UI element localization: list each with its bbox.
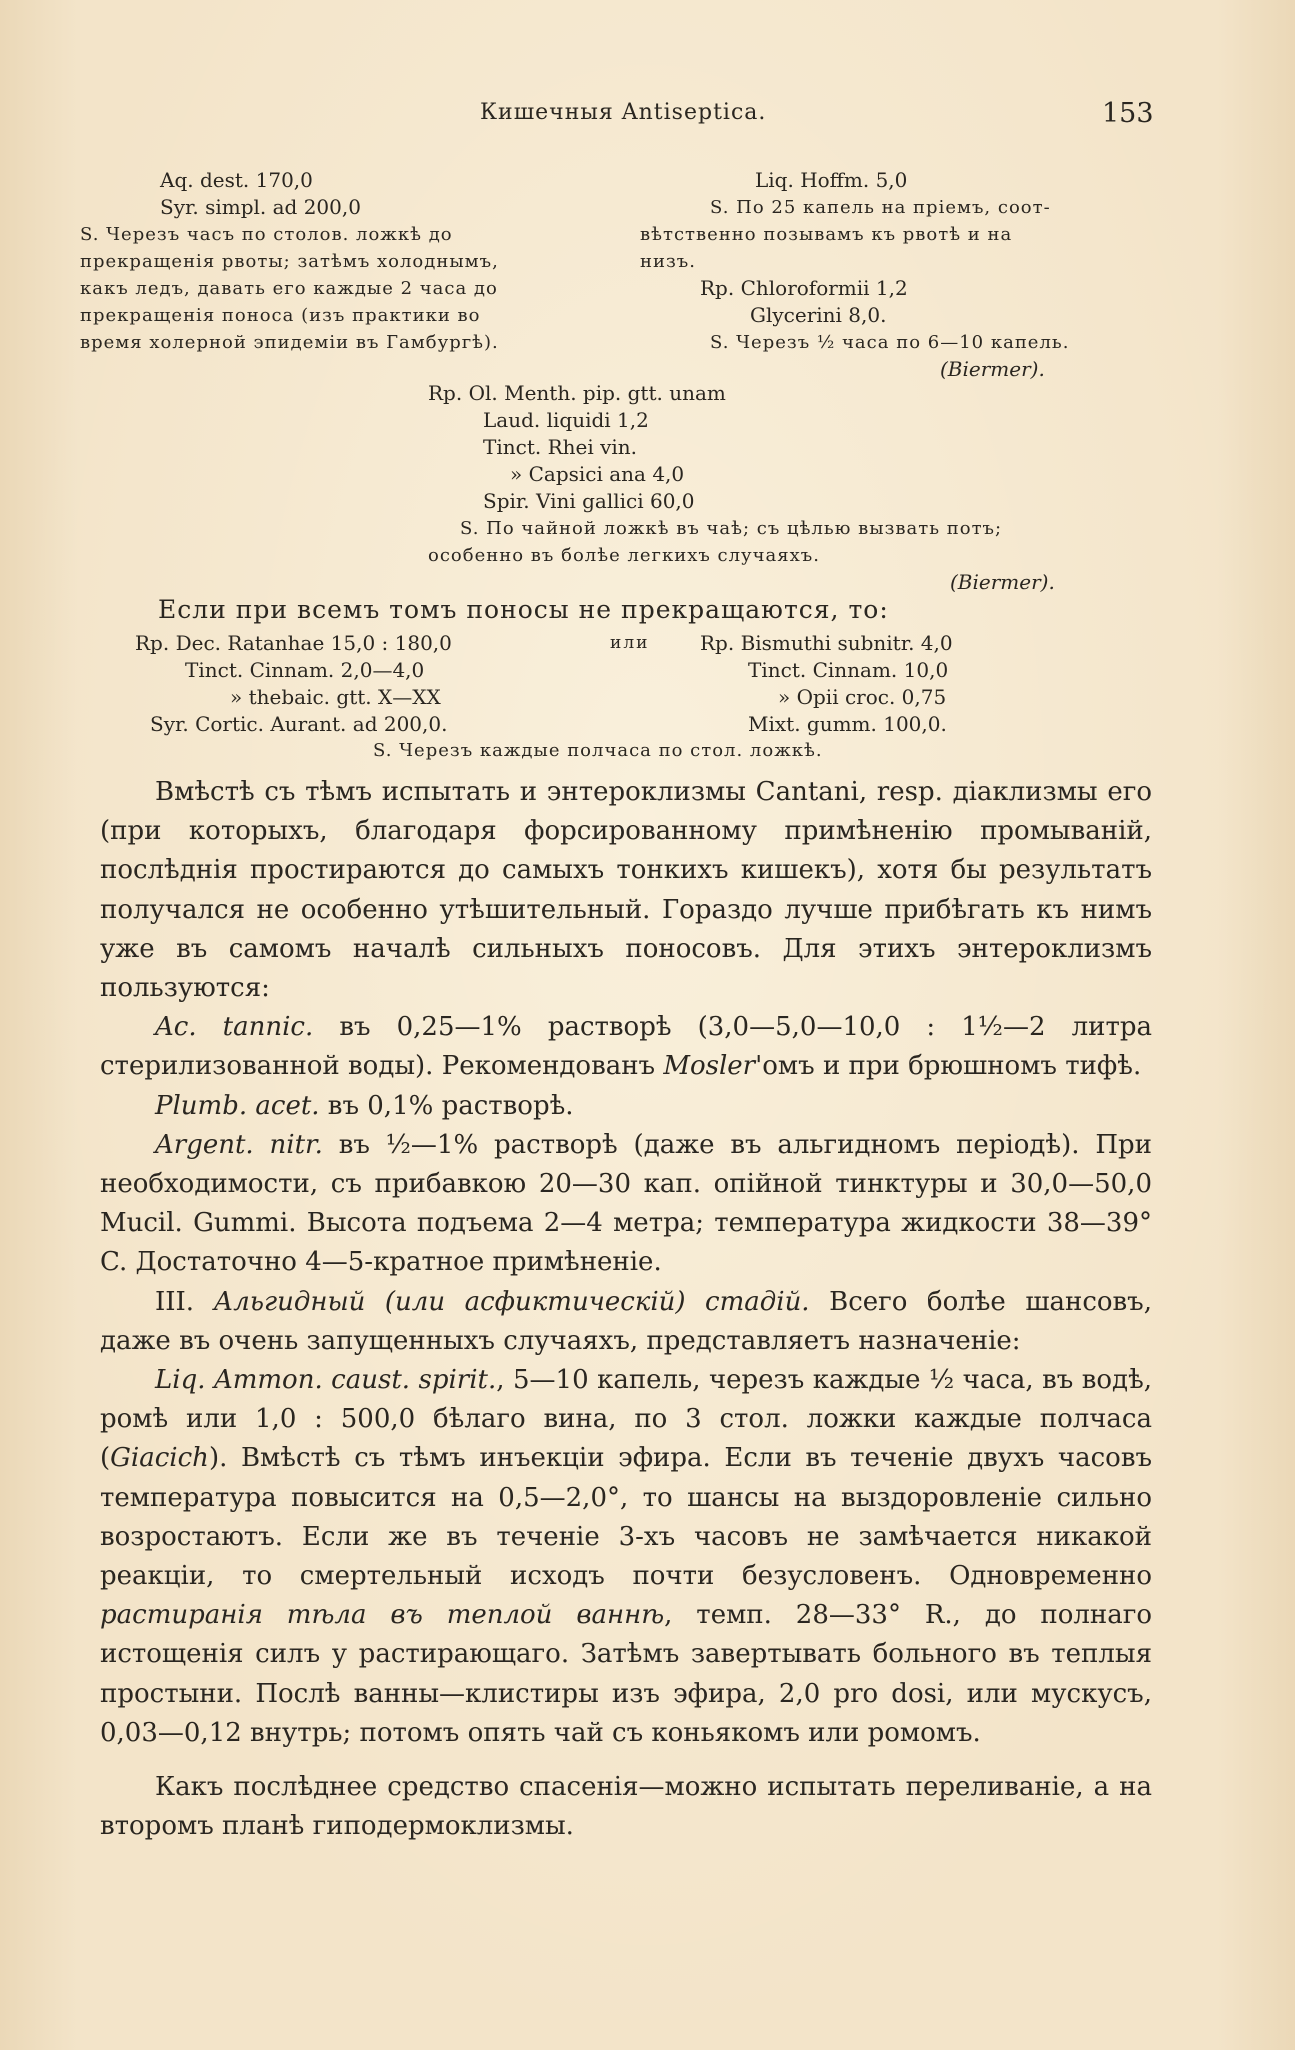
rx-instruction: какъ ледъ, давать его каждые 2 часа до xyxy=(80,278,498,299)
rx-line: Syr. Cortic. Aurant. ad 200,0. xyxy=(150,712,448,736)
running-title: Кишечныя Antiseptica. xyxy=(480,100,767,125)
prescription-right xyxy=(640,167,1069,383)
rx-line: Laud. liquidi 1,2 xyxy=(483,408,649,432)
emphasis: растиранія тѣла въ теплой ваннѣ xyxy=(100,1600,665,1631)
paragraph: Вмѣстѣ съ тѣмъ испытать и энтероклизмы Cantani, resp. діаклизмы его (при которыхъ, благодаря форсированному примѣненію промываній, послѣднія простираются до самыхъ тонкихъ кишекъ), хотя бы результатъ получался не особенно утѣшительный. Гораздо лучше прибѣгать къ нимъ уже въ самомъ началѣ сильныхъ поносовъ. Для этихъ энтероклизмъ пользуются: xyxy=(100,777,1152,1004)
paragraph-text: , темп. 28—33° R., до полнаго истощенія силъ у растирающаго. Затѣмъ завертывать больного въ теплыя простыни. Послѣ ванны—клистиры изъ эфира, 2,0 pro dosi, или мускусъ, 0,03—0,12 внутрь; потомъ опять чай съ коньякомъ или ромомъ. xyxy=(100,1600,1152,1748)
rx-line: » Opii croc. 0,75 xyxy=(778,685,947,709)
paragraph xyxy=(100,1087,1152,1126)
paragraph xyxy=(100,1126,1152,1283)
rx-instruction: S. Черезъ ½ часа по 6—10 капель. xyxy=(710,332,1070,353)
rx-line: Rp. Chloroformii 1,2 xyxy=(700,276,908,300)
drug-name: Argent. nitr. xyxy=(155,1129,323,1160)
rx-instruction: низъ. xyxy=(640,251,696,272)
paragraph xyxy=(100,1361,1152,1753)
drug-name: Ac. tannic. xyxy=(155,1012,314,1043)
rx-instruction: время холерной эпидеміи въ Гамбургѣ). xyxy=(80,332,499,353)
rx-instruction: S. Черезъ часъ по столов. ложкѣ до xyxy=(80,224,453,245)
page-header xyxy=(0,100,1295,140)
prescription-pair-left xyxy=(135,630,452,738)
rx-instruction: прекращенія рвоты; затѣмъ холоднымъ, xyxy=(80,251,499,272)
rx-line: » thebaic. gtt. X—XX xyxy=(230,685,441,709)
rx-line: Aq. dest. 170,0 xyxy=(160,168,313,192)
paragraph-text: въ 0,1% растворѣ. xyxy=(319,1090,574,1121)
rx-author: (Biermer). xyxy=(950,570,1055,594)
rx-line: Glycerini 8,0. xyxy=(750,303,887,327)
section-number: III. xyxy=(155,1286,195,1317)
author-name: Giacich xyxy=(110,1443,209,1474)
rx-line: » Capsici ana 4,0 xyxy=(510,462,685,486)
rx-author: (Biermer). xyxy=(940,357,1045,381)
rx-line: Tinct. Cinnam. 2,0—4,0 xyxy=(185,658,425,682)
prescription-middle xyxy=(370,380,1055,596)
rx-line: Mixt. gumm. 100,0. xyxy=(748,712,947,736)
page-number: 153 xyxy=(1102,98,1154,129)
drug-name: Plumb. acet. xyxy=(155,1090,320,1121)
paragraph: Какъ послѣднее средство спасенія—можно испытать переливаніе, а на второмъ планѣ гиподермоклизмы. xyxy=(100,1772,1152,1842)
paragraph-text: 'омъ и при брюшномъ тифѣ. xyxy=(755,1051,1142,1082)
paragraph xyxy=(100,1283,1152,1361)
rx-instruction: S. По 25 капель на пріемъ, соот- xyxy=(710,197,1051,218)
intro-line: Если при всемъ томъ поносы не прекращаются, то: xyxy=(158,595,889,624)
rx-line: Rp. Bismuthi subnitr. 4,0 xyxy=(700,631,953,655)
rx-line: Liq. Hoffm. 5,0 xyxy=(755,168,908,192)
or-separator: или xyxy=(610,633,650,653)
section-heading: Альгидный (или асфиктическій) стадій. xyxy=(194,1286,810,1317)
paragraph-text: въ ½—1% растворѣ (даже въ альгидномъ періодѣ). При необходимости, съ прибавкою 20—30 кап. опійной тинктуры и 30,0—50,0 Mucil. Gummi. Высота подъема 2—4 метра; температура жидкости 38—39° C. Достаточно 4—5-кратное примѣненіе. xyxy=(100,1129,1152,1278)
paragraph xyxy=(100,1008,1152,1086)
prescription-pair-right xyxy=(700,630,953,738)
body-text xyxy=(100,773,1152,1846)
rx-line: Spir. Vini gallici 60,0 xyxy=(483,489,695,513)
rx-line: Rp. Dec. Ratanhae 15,0 : 180,0 xyxy=(135,631,452,655)
rx-line: Syr. simpl. ad 200,0 xyxy=(160,195,361,219)
author-name: Mosler xyxy=(663,1051,756,1082)
rx-line: Rp. Ol. Menth. pip. gtt. unam xyxy=(428,381,726,405)
paragraph-text: , 5—10 капель, черезъ каждые ½ часа, въ водѣ, ромѣ или 1,0 : 500,0 бѣлаго вина, по 3 стол. ложки каждые полчаса ( xyxy=(100,1365,1153,1474)
drug-name: Liq. Ammon. caust. spirit. xyxy=(155,1365,497,1396)
rx-instruction: особенно въ болѣе легкихъ случаяхъ. xyxy=(428,545,820,566)
rx-instruction: S. Черезъ каждые полчаса по стол. ложкѣ. xyxy=(373,740,823,761)
rx-line: Tinct. Rhei vin. xyxy=(483,435,638,459)
rx-line: Tinct. Cinnam. 10,0 xyxy=(748,658,949,682)
prescription-left xyxy=(80,167,579,356)
paragraph-text: Всего болѣе шансовъ, даже въ очень запущенныхъ случаяхъ, представляетъ назначеніе: xyxy=(100,1286,1152,1356)
rx-instruction: S. По чайной ложкѣ въ чаѣ; съ цѣлью вызвать потъ; xyxy=(460,518,1003,539)
paragraph-text: ). Вмѣстѣ съ тѣмъ инъекціи эфира. Если въ теченіе двухъ часовъ температура повысится на 0,5—2,0°, то шансы на выздоровленіе сильно возростаютъ. Если же въ теченіе 3-хъ часовъ не замѣчается никакой реакціи, то смертельный исходъ почти безусловенъ. Одновременно xyxy=(100,1443,1152,1592)
rx-instruction: вѣтственно позывамъ къ рвотѣ и на xyxy=(640,224,1013,245)
paragraph-text: въ 0,25—1% растворѣ (3,0—5,0—10,0 : 1½—2 литра стерилизованной воды). Рекомендованъ xyxy=(100,1012,1152,1082)
rx-instruction: прекращенія поноса (изъ практики во xyxy=(80,305,481,326)
